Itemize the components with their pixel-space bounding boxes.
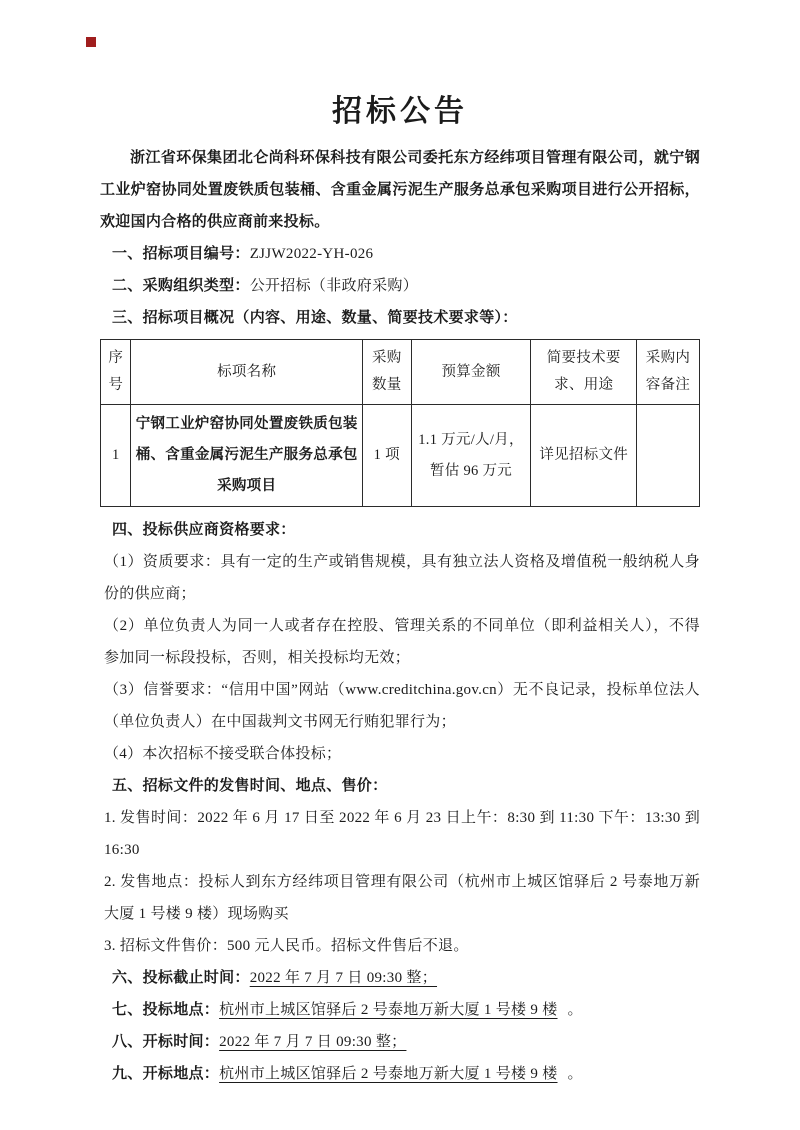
cell-content-remarks <box>637 405 700 507</box>
section-6 <box>100 962 700 994</box>
section-2-value: 公开招标（非政府采购） <box>249 278 419 294</box>
cell-item-name: 宁钢工业炉窑协同处置废铁质包装桶、含重金属污泥生产服务总承包采购项目 <box>131 405 362 507</box>
section-6-value: 2022 年 7 月 7 日 09:30 整； <box>249 970 438 986</box>
section-5-item-3: 3. 招标文件售价：500 元人民币。招标文件售后不退。 <box>104 938 469 954</box>
header-budget-amount: 预算金额 <box>411 340 531 405</box>
cell-purchase-qty: 1 项 <box>362 405 411 507</box>
cell-serial-no: 1 <box>101 405 131 507</box>
intro-paragraph: 浙江省环保集团北仑尚科环保科技有限公司委托东方经纬项目管理有限公司，就宁钢工业炉窑协同处置废铁质包装桶、含重金属污泥生产服务总承包采购项目进行公开招标，欢迎国内合格的供应商前来投标。 <box>100 149 700 230</box>
section-8-value: 2022 年 7 月 7 日 09:30 整； <box>219 1034 407 1050</box>
table-header-row <box>101 340 700 405</box>
cell-tech-requirements: 详见招标文件 <box>531 405 637 507</box>
section-2-heading: 二、采购组织类型： <box>112 277 250 294</box>
section-4-heading-line <box>100 514 700 546</box>
header-content-remarks: 采购内容备注 <box>637 340 700 405</box>
section-5-item-2: 2. 发售地点：投标人到东方经纬项目管理有限公司（杭州市上城区馆驿后 2 号泰地万新大厦 1 号楼 9 楼）现场购买 <box>104 874 700 922</box>
section-4-item-3: （3）信誉要求：“信用中国”网站（www.creditchina.gov.cn）无不良记录，投标单位法人（单位负责人）在中国裁判文书网无行贿犯罪行为； <box>104 682 700 730</box>
section-9-heading: 九、开标地点： <box>112 1065 220 1082</box>
section-4-item-2: （2）单位负责人为同一人或者存在控股、管理关系的不同单位（即利益相关人），不得参加同一标段投标，否则，相关投标均无效； <box>104 618 700 666</box>
section-4-heading: 四、投标供应商资格要求： <box>112 521 296 538</box>
section-1 <box>100 238 700 270</box>
section-5-item-1: 1. 发售时间：2022 年 6 月 17 日至 2022 年 6 月 23 日上午：8:30 到 11:30 下午：13:30 到 16:30 <box>104 810 700 858</box>
section-3 <box>100 302 700 334</box>
section-4-item-4: （4）本次招标不接受联合体投标； <box>104 746 342 762</box>
section-6-heading: 六、投标截止时间： <box>112 969 250 986</box>
section-3-heading: 三、招标项目概况（内容、用途、数量、简要技术要求等）： <box>112 309 518 326</box>
page-title: 招标公告 <box>332 95 468 128</box>
section-9-suffix: 。 <box>567 1066 583 1082</box>
red-annotation-square <box>86 37 96 47</box>
header-item-name: 标项名称 <box>131 340 362 405</box>
section-9 <box>100 1058 700 1090</box>
header-serial-no: 序号 <box>101 340 131 405</box>
section-1-heading: 一、招标项目编号： <box>112 245 250 262</box>
section-7-suffix: 。 <box>567 1002 583 1018</box>
table-row <box>101 405 700 507</box>
section-9-value: 杭州市上城区馆驿后 2 号泰地万新大厦 1 号楼 9 楼 <box>219 1066 558 1082</box>
header-tech-requirements: 简要技术要求、用途 <box>531 340 637 405</box>
project-overview-table <box>100 339 700 507</box>
section-1-value: ZJJW2022-YH-026 <box>249 246 374 262</box>
section-4-item-1: （1）资质要求：具有一定的生产或销售规模，具有独立法人资格及增值税一般纳税人身份的供应商； <box>104 554 700 602</box>
section-8-heading: 八、开标时间： <box>112 1033 220 1050</box>
section-7-value: 杭州市上城区馆驿后 2 号泰地万新大厦 1 号楼 9 楼 <box>219 1002 558 1018</box>
section-5-heading-line <box>100 770 700 802</box>
section-7-heading: 七、投标地点： <box>112 1001 220 1018</box>
section-8 <box>100 1026 700 1058</box>
section-2 <box>100 270 700 302</box>
section-7 <box>100 994 700 1026</box>
header-purchase-qty: 采购数量 <box>362 340 411 405</box>
section-5-heading: 五、招标文件的发售时间、地点、售价： <box>112 777 388 794</box>
cell-budget-amount: 1.1 万元/人/月，暂估 96 万元 <box>411 405 531 507</box>
tender-announcement-page <box>100 0 700 1090</box>
